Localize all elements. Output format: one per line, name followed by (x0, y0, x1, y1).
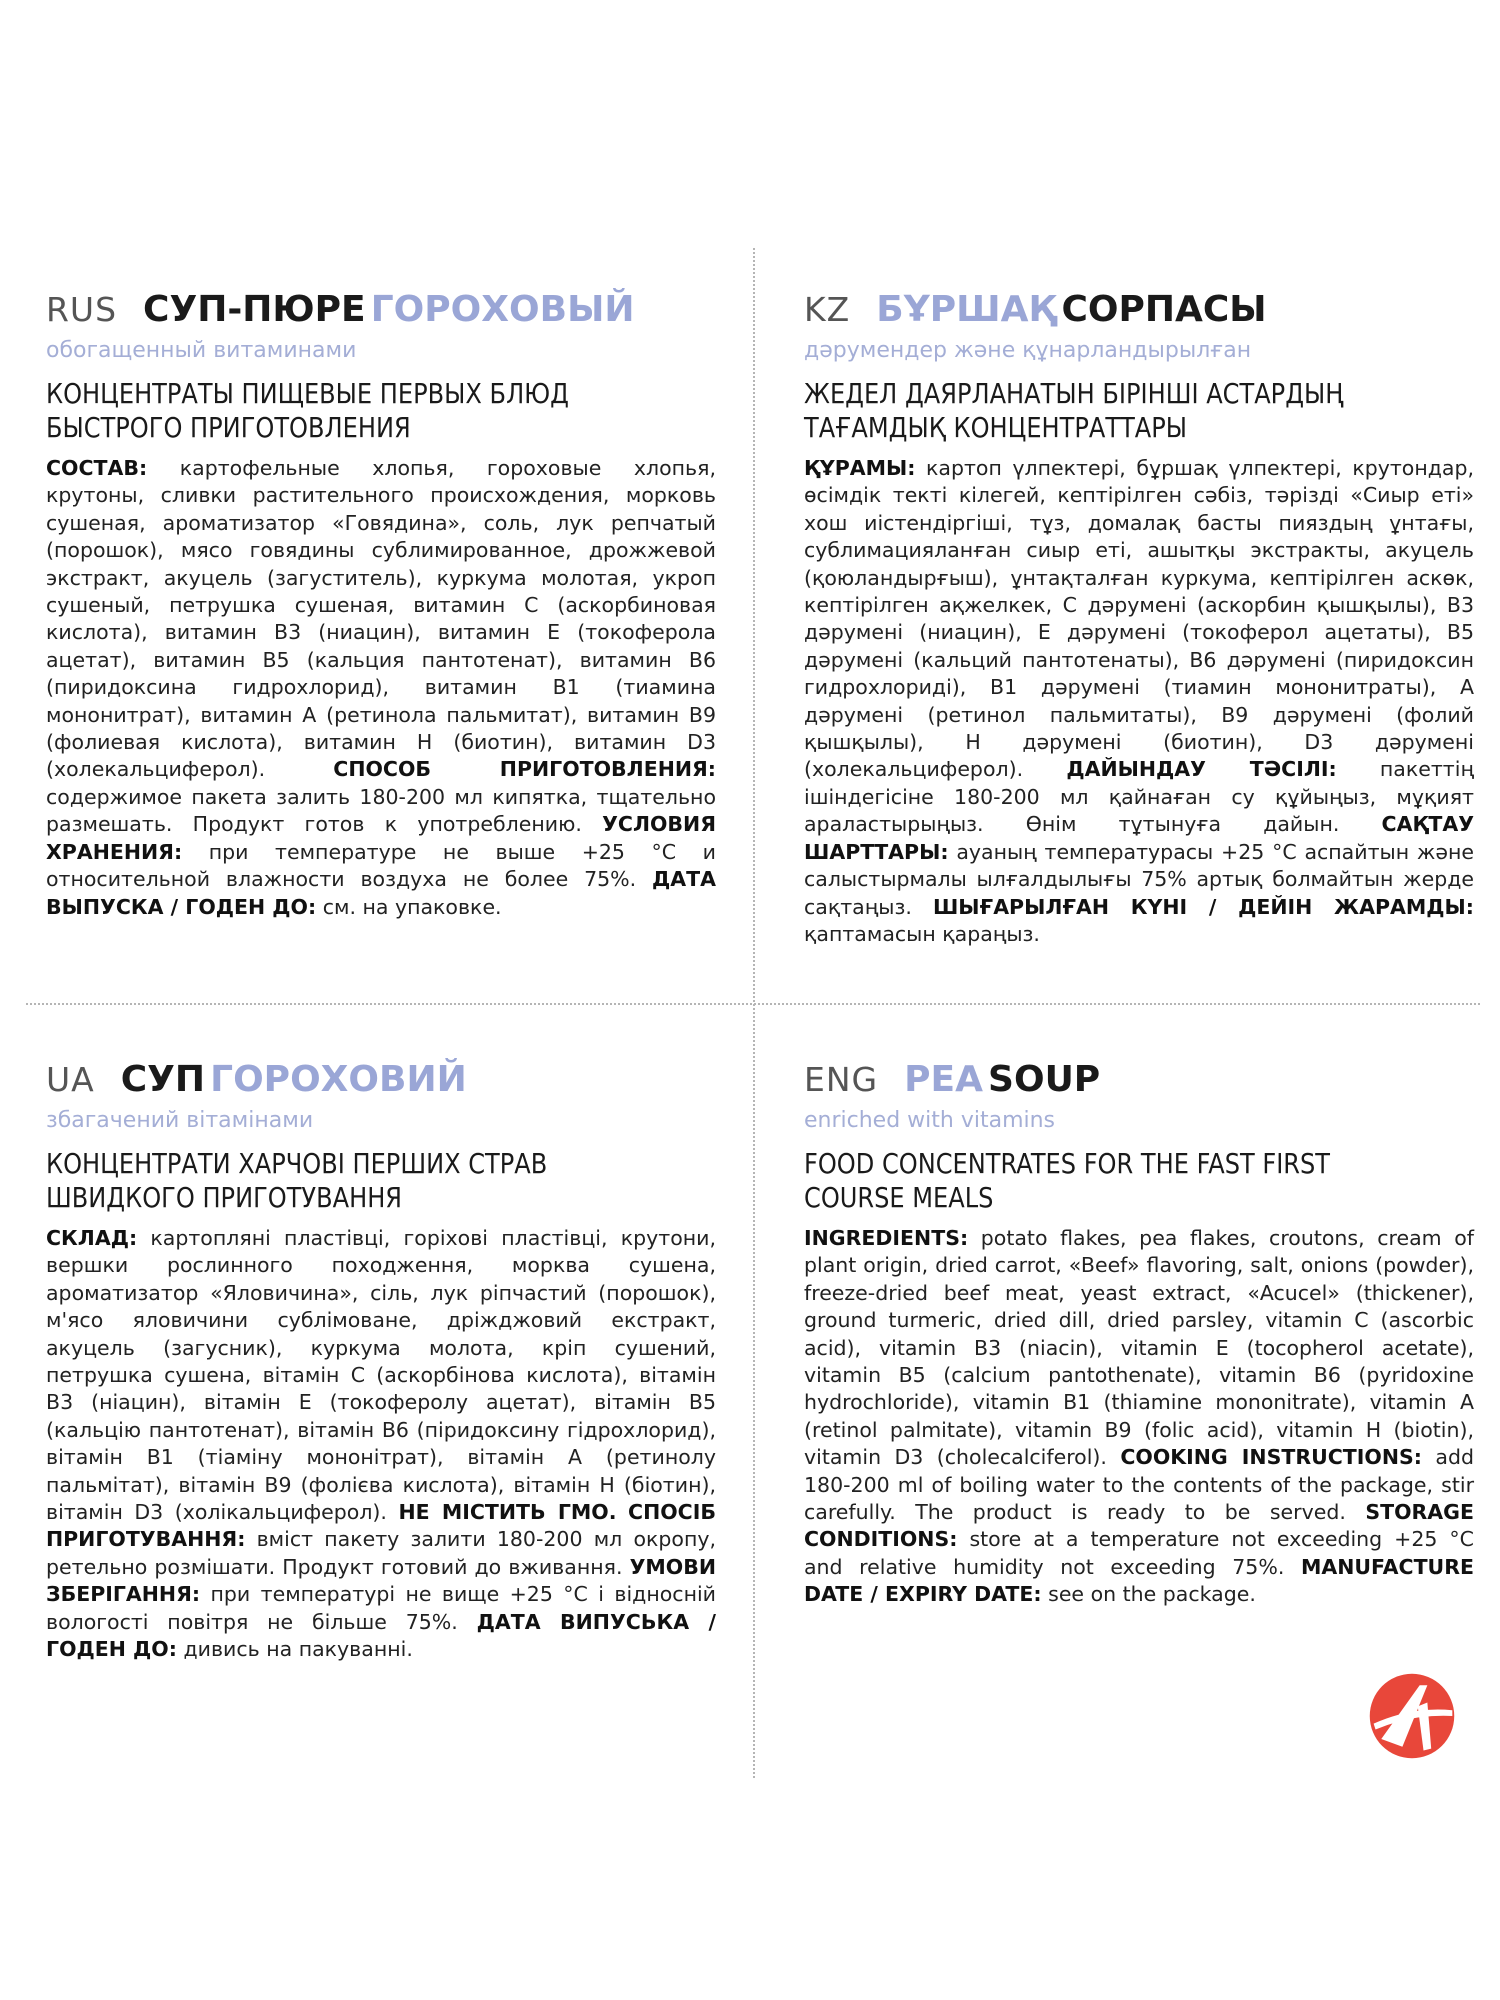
storage-text: store at a temperature not exceeding +25 °C and relative humidity not exceeding 75%. (804, 1527, 1474, 1579)
product-title (804, 1055, 1474, 1105)
storage-label: STORAGE CONDITIONS: (804, 1500, 1474, 1552)
date-text: см. на упаковке. (316, 894, 502, 919)
ingredients-text: картопляні пластівці, горіхові пластівці, крутони, вершки рослинного походження, морква сушена, ароматизатор «Яловичина», сіль, лук ріпчастий (порошок), м'ясо яловичини сублімоване, дріжджовий екстракт, акуцель (загусник), куркума молота, кріп сушений, петрушка сушена, вітамін С (аскорбінова кислота), вітамін В3 (ніацин), вітамін Е (токоферолу ацетат), вітамін В5 (кальцію пантотенат), вітамін В6 (піридоксину гідрохлорид), вітамін В1 (тіаміну мононітрат), вітамін А (ретинолу пальмітат), вітамін В9 (фолієва кислота), вітамін Н (біотин), вітамін D3 (холікальциферол). (46, 1226, 716, 1525)
date-text: қаптамасын қараңыз. (804, 921, 1040, 946)
product-heading (46, 1147, 717, 1215)
product-description (804, 455, 1474, 948)
panel-eng (804, 1055, 1474, 1609)
language-code: UA (46, 1060, 95, 1099)
heading-line: БЫСТРОГО ПРИГОТОВЛЕНИЯ (46, 411, 411, 444)
cooking-label: СПОСОБ ПРИГОТОВЛЕНИЯ: (333, 757, 716, 782)
gmo-label: НЕ МІСТИТЬ ГМО. (398, 1500, 617, 1525)
product-subtitle: обогащенный витаминами (46, 338, 357, 363)
date-label: MANUFACTURE DATE / EXPIRY DATE: (804, 1554, 1474, 1607)
date-text: дивись на пакуванні. (176, 1637, 413, 1662)
storage-label: УМОВИ ЗБЕРІГАННЯ: (46, 1554, 716, 1607)
ingredients-label: СОСТАВ: (46, 456, 148, 480)
date-text: see on the package. (1041, 1582, 1256, 1607)
storage-text: ауаның температурасы +25 °С аспайтын және салыстырмалы ылғалдылығы 75% артық болмайтын жерде сақтаңыз. (804, 839, 1474, 919)
product-subtitle: enriched with vitamins (804, 1108, 1056, 1133)
heading-line: ЖЕДЕЛ ДАЯРЛАНАТЫН БІРІНШІ АСТАРДЫҢ (804, 377, 1344, 410)
title-dark-part: СУП (120, 1059, 206, 1100)
cooking-label: СПОСІБ ПРИГОТУВАННЯ: (46, 1500, 716, 1552)
cooking-label: ДАЙЫНДАУ ТӘСІЛІ: (1066, 757, 1337, 782)
product-title (46, 1055, 716, 1105)
ingredients-text: potato flakes, pea flakes, croutons, cream of plant origin, dried carrot, «Beef» flavoring, salt, onions (powder), freeze-dried beef meat, yeast extract, «Acucel» (thickener), ground turmeric, dried dill, dried parsley, vitamin C (ascorbic acid), vitamin B3 (niacin), vitamin E (tocopherol acetate), vitamin B5 (calcium pantothenate), vitamin B6 (pyridoxine hydrochloride), vitamin B1 (thiamine mononitrate), vitamin A (retinol palmitate), vitamin B9 (folic acid), vitamin H (biotin), vitamin D3 (cholecalciferol). (804, 1226, 1474, 1470)
title-blue-part: ГОРОХОВИЙ (210, 1059, 467, 1100)
brand-logo-icon (1364, 1668, 1460, 1764)
cooking-text: add 180-200 ml of boiling water to the contents of the package, stir carefully. The product is ready to be served. (804, 1445, 1474, 1525)
product-description (46, 1225, 716, 1664)
heading-line: КОНЦЕНТРАТИ ХАРЧОВІ ПЕРШИХ СТРАВ (46, 1147, 548, 1180)
panel-rus (46, 285, 716, 921)
cooking-text: содержимое пакета залить 180-200 мл кипятка, тщательно размешать. Продукт готов к употреблению. (46, 784, 716, 837)
language-code: RUS (46, 290, 118, 329)
ingredients-text: картофельные хлопья, гороховые хлопья, крутоны, сливки растительного происхождения, морковь сушеная, ароматизатор «Говядина», соль, лук репчатый (порошок), мясо говядины сублимированное, дрожжевой экстракт, акуцель (загуститель), куркума молотая, укроп сушеный, петрушка сушеная, витамин С (аскорбиновая кислота), витамин В3 (ниацин), витамин Е (токоферола ацетат), витамин В5 (кальция пантотенат), витамин В6 (пиридоксина гидрохлорид), витамин В1 (тиамина мононитрат), витамин А (ретинола пальмитат), витамин В9 (фолиевая кислота), витамин Н (биотин), витамин D3 (холекальциферол). (46, 456, 716, 782)
product-title (804, 285, 1474, 335)
storage-text: при температурі не вище +25 °С і відносній вологості повітря не більше 75%. (46, 1582, 716, 1634)
heading-line: КОНЦЕНТРАТЫ ПИЩЕВЫЕ ПЕРВЫХ БЛЮД (46, 377, 569, 410)
heading-line: FOOD CONCENTRATES FOR THE FAST FIRST (804, 1147, 1331, 1180)
date-label: ДАТА ВЫПУСКА / ГОДЕН ДО: (46, 867, 716, 919)
vertical-divider (753, 248, 755, 1778)
heading-line: ШВИДКОГО ПРИГОТУВАННЯ (46, 1181, 403, 1214)
panel-ua (46, 1055, 716, 1664)
product-description (46, 455, 716, 921)
title-dark-part: СУП-ПЮРЕ (143, 289, 366, 330)
title-dark-part: СОРПАСЫ (1061, 289, 1267, 330)
title-blue-part: БҰРШАҚ (876, 289, 1057, 330)
date-label: ДАТА ВИПУСЬКА / ГОДЕН ДО: (46, 1609, 716, 1662)
product-description (804, 1225, 1474, 1609)
product-heading (46, 377, 717, 445)
heading-line: COURSE MEALS (804, 1181, 994, 1214)
product-heading (804, 377, 1475, 445)
ingredients-label: СКЛАД: (46, 1226, 138, 1250)
date-label: ШЫҒАРЫЛҒАН КҮНІ / ДЕЙІН ЖАРАМДЫ: (932, 894, 1474, 919)
storage-label: САҚТАУ ШАРТТАРЫ: (804, 812, 1474, 864)
panel-kz (804, 285, 1474, 948)
product-subtitle: дәрумендер және құнарландырылған (804, 338, 1252, 363)
cooking-text: пакеттің ішіндегісіне 180-200 мл қайнаған су құйыңыз, мұқият араластырыңыз. Өнім тұтынуға дайын. (804, 757, 1474, 837)
product-title (46, 285, 716, 335)
horizontal-divider (26, 1003, 1480, 1005)
title-dark-part: SOUP (988, 1059, 1101, 1100)
title-blue-part: ГОРОХОВЫЙ (370, 289, 635, 330)
ingredients-label: ҚҰРАМЫ: (804, 456, 916, 480)
storage-label: УСЛОВИЯ ХРАНЕНИЯ: (46, 812, 716, 864)
product-heading (804, 1147, 1475, 1215)
storage-text: при температуре не выше +25 °С и относительной влажности воздуха не более 75%. (46, 839, 716, 892)
ingredients-label: INGREDIENTS: (804, 1226, 969, 1250)
product-subtitle: збагачений вітамінами (46, 1108, 314, 1133)
ingredients-text: картоп үлпектері, бұршақ үлпектері, крутондар, өсімдік текті кілегей, кептірілген сәбіз, тәрізді «Сиыр еті» хош иістендіргіші, тұз, домалақ басты пияздың ұнтағы, сублимацияланған сиыр еті, ашытқы экстракты, акуцель (қоюландырғыш), ұнтақталған куркума, кептірілген аскөк, кептірілген ақжелкек, С дәрумені (аскорбин қышқылы), В3 дәрумені (ниацин), Е дәрумені (токоферол ацетаты), В5 дәрумені (кальций пантотенаты), В6 дәрумені (пиридоксин гидрохлориді), В1 дәрумені (тиамин мононитраты), А дәрумені (ретинол пальмитаты), В9 дәрумені (фолий қышқылы), Н дәрумені (биотин), D3 дәрумені (холекальциферол). (804, 456, 1474, 782)
language-code: ENG (804, 1060, 879, 1099)
cooking-text: вміст пакету залити 180-200 мл окропу, ретельно розмішати. Продукт готовий до вживання. (46, 1527, 716, 1579)
heading-line: ТАҒАМДЫҚ КОНЦЕНТРАТТАРЫ (804, 411, 1188, 444)
title-blue-part: PEA (904, 1059, 983, 1100)
language-code: KZ (804, 290, 851, 329)
cooking-label: COOKING INSTRUCTIONS: (1120, 1445, 1422, 1470)
